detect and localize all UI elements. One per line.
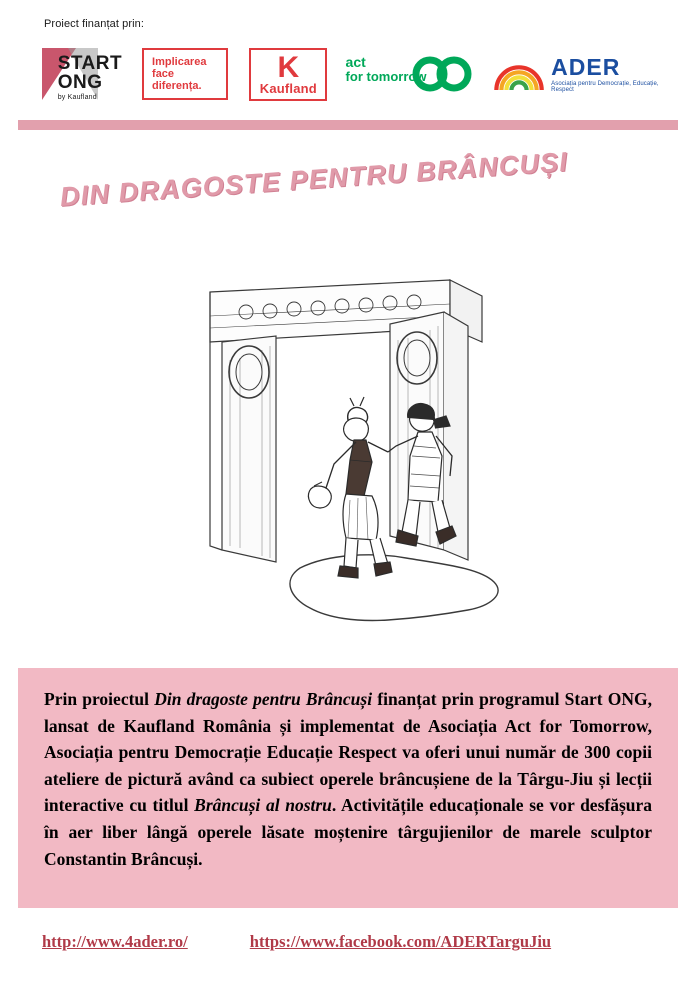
start-ong-line3: by Kaufland <box>57 94 97 101</box>
logo-ader <box>493 39 662 109</box>
funder-logo-row <box>38 38 662 110</box>
ader-tagline: Asociația pentru Democrație, Educație, Respect <box>551 80 659 93</box>
rainbow-icon <box>493 53 545 95</box>
kaufland-wordmark: Kaufland <box>259 80 317 96</box>
description-text: Prin proiectul Din dragoste pentru Brâncuși finanțat prin programul Start ONG, lansat de Kaufland România și implementat de Asociația Act for Tomorrow, Asociația pentru Democrație Educație Respect va oferi unui număr de 300 copii ateliere de pictură având ca subiect operele brâncușiene de la Târgu-Jiu și lecții interactive cu titlul Brâncuși al nostru. Activitățile educaționale se vor desfășura în aer liber lângă operele lăsate moștenire târgujienilor de marele sculptor Constantin Brâncuși. <box>44 689 653 869</box>
footer-links <box>18 932 678 966</box>
start-ong-line1: START <box>57 53 123 74</box>
page-title: DIN DRAGOSTE PENTRU BRÂNCUȘI <box>58 146 569 212</box>
kaufland-k-icon: K <box>277 50 300 84</box>
title-area <box>58 146 640 252</box>
ader-text <box>551 53 662 93</box>
implicarea-line3: diferența. <box>152 80 202 93</box>
kaufland-box <box>249 48 327 101</box>
logo-start-ong <box>38 39 133 109</box>
act-wordmark <box>346 55 427 83</box>
implicarea-line1: Implicarea <box>152 55 207 68</box>
description-block <box>18 668 678 908</box>
ader-acronym: ADER <box>551 53 621 80</box>
illustration-brancusi-gate <box>150 250 570 650</box>
act-line1: act <box>345 54 366 70</box>
logo-implicarea-face-diferenta <box>133 39 236 109</box>
act-line2: for tomorrow <box>345 68 427 84</box>
implicarea-box <box>142 48 228 101</box>
header-divider <box>18 120 678 130</box>
implicarea-line2: face <box>152 67 175 80</box>
start-ong-line2: ONG <box>57 72 103 93</box>
funding-note: Proiect finanțat prin: <box>44 18 145 30</box>
logo-act-for-tomorrow <box>340 39 475 109</box>
start-ong-mark <box>42 48 130 100</box>
facebook-link[interactable]: https://www.facebook.com/ADERTarguJiu <box>249 932 552 951</box>
logo-kaufland <box>237 39 340 109</box>
website-link[interactable]: http://www.4ader.ro/ <box>42 932 188 951</box>
start-ong-wordmark <box>58 54 122 101</box>
